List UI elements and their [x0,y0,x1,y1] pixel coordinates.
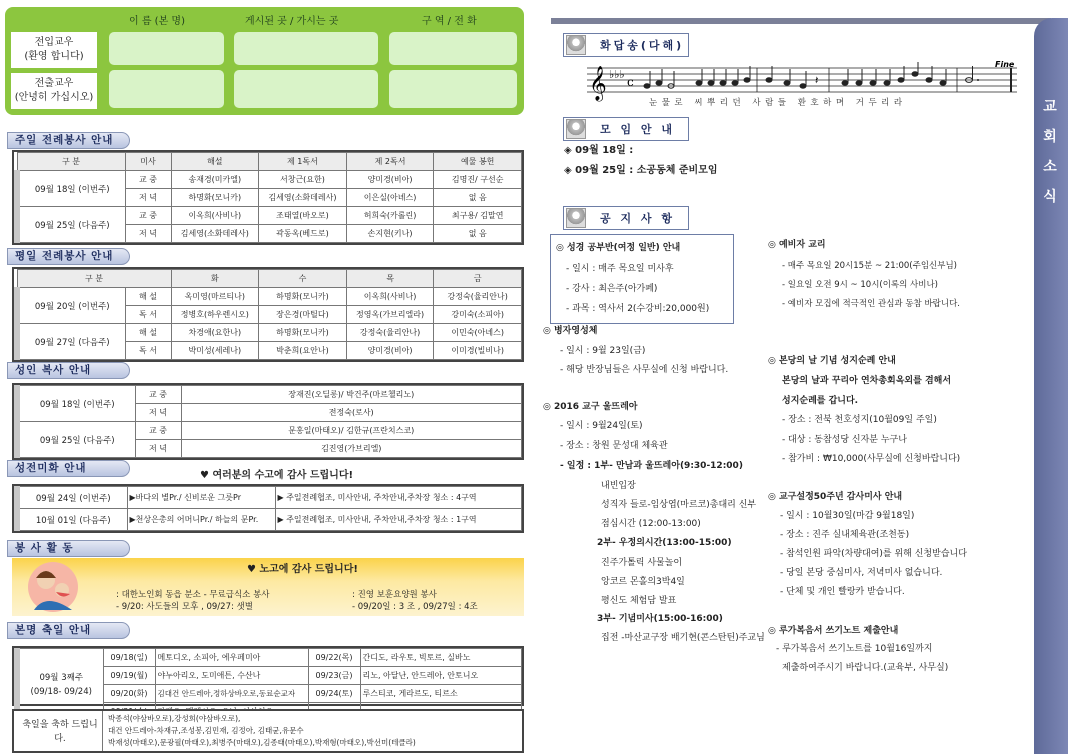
visitor-out-place-field[interactable] [234,70,378,108]
heart-icon: ♥ [247,564,256,575]
table-row: 저 녁 하명화(모니카) 김세영(소화데레사) 이은실(아녜스) 없 음 [17,189,522,207]
side-tab-label: 교회소식 [1043,99,1057,205]
table-row: 독 서 박미성(세레나) 박춘희(요안나) 양미경(비아) 이미경(빌비나) [17,342,522,360]
table-row: 09월 25일 (다음주) 교 중 이옥희(사비나) 조태열(바오로) 허희숙(카롤린) 최구용/ 김말연 [17,207,522,225]
beautify-table [12,484,524,533]
table-row: 저 녁 김세영(소화데레사) 곽동옥(베드로) 손지현(키나) 없 음 [17,225,522,243]
visitor-label-out: 전출교우 (안녕히 가십시오) [11,73,97,109]
service-thanks: ♥ 노고에 감사 드립니다! [247,564,358,575]
section-title-acolyte: 성인 복사 안내 [7,362,130,379]
table-row: 09월 25일 (다음주) 교 중 문홍일(마태오)/ 김한규(프란치스코) [17,422,522,440]
visitor-in-place-field[interactable] [234,32,378,65]
meeting-title-box: 모 임 안 내 [563,117,689,141]
hymn-lyrics: 눈물로 씨뿌리던 사람들 환호하며 거두리라 [649,98,907,108]
meeting-1: ◈ 09월 18일 : [564,145,634,156]
visitor-in-name-field[interactable] [109,32,224,65]
visitor-panel [5,7,524,115]
svg-text:Fine: Fine [995,60,1015,69]
visitor-label-in: 전입교우 (환영 합니다) [11,32,97,68]
congrats-box: 축일을 축하 드립니다. 박종석(야삼바오로),강성희(야삼바오로), 대건 안드레아-차재규,조성봉,김민재, 김정아, 김태균,유문수 박재성(마태오),문광필(마태오),최병주(마태오),김종태(마태오),박재형(마태오),박선미(테클라) [12,709,524,753]
svg-text:𝄽: 𝄽 [815,74,819,87]
svg-text:𝄞: 𝄞 [589,66,607,101]
service-illustration [18,560,88,614]
feast-table [12,646,524,706]
table-row: 10월 01일 (다음주) ▶천상은총의 어머니Pr./ 하늘의 문Pr. ▶ 주일전례협조, 미사안내, 주차안내,주차장 청소 : 1구역 [17,509,522,531]
hymn-title-box: 화답송(다해) [563,33,689,57]
table-row: 09월 20일 (이번주) 해 설 옥미영(마르티나) 하명화(모니카) 이옥희(사비나) 강정숙(율리안나) [17,288,522,306]
priest-icon [566,35,586,55]
visitor-out-region-field[interactable] [389,70,517,108]
beautify-thanks: ♥ 여러분의 수고에 감사 드립니다! [200,470,354,481]
section-title-beautify: 성전미화 안내 [7,460,130,477]
visitor-header-region: 구 역 / 전 화 [422,16,477,27]
hymn-staff [587,60,1017,110]
meeting-2: ◈ 09월 25일 : 소공동체 준비모임 [564,165,718,176]
table-row: 09월 18일 (이번주) 교 중 장재진(오딜롱)/ 박건주(마르첼리노) [17,386,522,404]
table-row: 09월 24일 (이번주) ▶바다의 별Pr./ 신비로운 그릇Pr ▶ 주일전례협조, 미사안내, 주차안내,주차장 청소 : 4구역 [17,487,522,509]
top-rule [551,18,1051,24]
acolyte-table [12,383,524,460]
visitor-header-name: 이 름 (본 명) [129,16,185,27]
table-row: 09월 3째주 (09/18- 09/24) 09/18(일) 메토디오, 소피아, 에우페미아 09/22(목) 간디도, 라우토, 빅토르, 실바노 [17,649,522,667]
table-row: 09월 18일 (이번주) 교 중 송재경(미카엘) 서창근(요한) 양미경(비아) 김명진/ 구선순 [17,171,522,189]
visitor-in-region-field[interactable] [389,32,517,65]
priest-icon [566,119,586,139]
notice-title-box: 공 지 사 항 [563,206,689,230]
table-row: 독 서 정병호(하우렌시오) 장은경(마틸다) 정영옥(가브리엘라) 강미숙(소피아) [17,306,522,324]
table-row: 저 녁 김진영(가브리엘) [17,440,522,458]
section-title-service: 봉 사 활 동 [7,540,130,557]
sunday-table: 구 분 미사 해설 제 1독서 제 2독서 예물 봉헌 09월 18일 (이번주) 교 중 송재경(미카엘) 서창근(요한) 양미경(비아) 김명진/ 구선순 저 녁 하명화(모니카) 김세영(소화데레사) 이은실(아녜스) 없 음 09월 25일 (다음주) 교 중 이옥희(사비나) 조태열(바오로) 허희숙(카롤린) 최구용/ 김말연 저 녁 김세영(소화데레사) 곽동옥(베드로) 손지현(키나) 없 음 [12,150,524,245]
table-row: 09/20(화) 김대건 안드레아,정하상바오로,동료순교자 09/24(토) 루스티코, 게라르도, 티르소 [17,685,522,703]
table-row: 09/19(월) 야누아리오, 도미애튼, 수산나 09/23(금) 리노, 아달난, 안드레아, 안토니오 [17,667,522,685]
visitor-out-name-field[interactable] [109,70,224,108]
service-banner: ♥ 노고에 감사 드립니다! : 대한노인회 동읍 분소 - 무료급식소 봉사 - 9/20: 사도들의 모후 , 09/27: 샛별 : 진영 보훈요양원 봉사 - 09/20일 : 3 조 , 09/27일 : 4조 [12,558,524,616]
weekday-table: 구 분 화 수 목 금 09월 20일 (이번주) 해 설 옥미영(마르티나) 하명화(모니카) 이옥희(사비나) 강정숙(율리안나) 독 서 정병호(하우렌시오) 장은경(마틸다) 정영옥(가브리엘라) 강미숙(소피아) 09월 27일 (다음주) 해 설 차경애(요한나) 하명화(모니카) 강정숙(율리안나) 이민숙(아녜스) 독 서 박미성(세레나) 박춘희(요안나) 양미경(비아) 이미경(빌비나) [12,267,524,362]
visitor-header-place: 게시된 곳 / 가시는 곳 [245,16,339,27]
section-title-weekday: 평일 전례봉사 안내 [7,248,130,265]
table-row: 09월 27일 (다음주) 해 설 차경애(요한나) 하명화(모니카) 강정숙(율리안나) 이민숙(아녜스) [17,324,522,342]
priest-icon [566,208,586,228]
svg-text:♭♭♭: ♭♭♭ [609,68,625,81]
svg-text:c: c [627,75,634,89]
section-title-feast: 본명 축일 안내 [7,622,130,639]
table-row: 저 녁 전정숙(로사) [17,404,522,422]
section-title-sunday: 주일 전례봉사 안내 [7,132,130,149]
heart-icon: ♥ [200,470,209,481]
